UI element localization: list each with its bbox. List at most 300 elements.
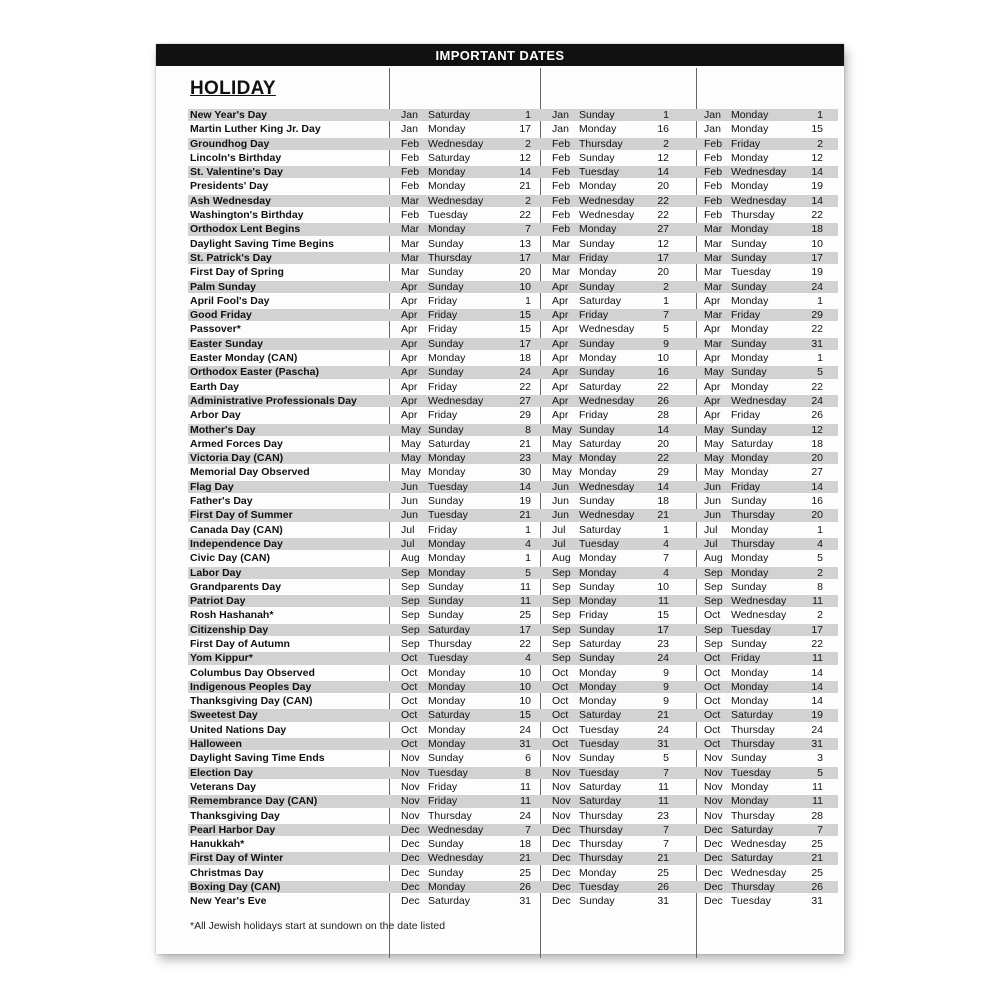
year3-month: Nov (704, 780, 723, 793)
year2-weekday: Tuesday (579, 766, 619, 779)
year2-weekday: Saturday (579, 709, 622, 722)
year3-day-number: 26 (811, 881, 823, 894)
year3-weekday: Monday (731, 380, 769, 393)
holiday-row (188, 823, 838, 837)
year1-month: Oct (401, 723, 418, 736)
year1-day-number: 24 (519, 723, 531, 736)
year3-month: Jun (704, 509, 721, 522)
year1-month: Apr (401, 352, 418, 365)
year2-day-number: 20 (657, 437, 669, 450)
year3-day-number: 14 (811, 194, 823, 207)
year1-weekday: Monday (428, 723, 466, 736)
holiday-row (188, 566, 838, 580)
year1-day-number: 20 (519, 266, 531, 279)
year2-day-number: 22 (657, 209, 669, 222)
year1-month: May (401, 452, 421, 465)
holiday-name: Good Friday (190, 309, 252, 322)
year3-weekday: Tuesday (731, 766, 771, 779)
year2-day-number: 11 (658, 795, 669, 808)
year3-day-number: 31 (811, 895, 823, 908)
year1-day-number: 17 (519, 123, 531, 136)
holiday-name: Veterans Day (190, 780, 256, 793)
year1-month: Jan (401, 109, 418, 121)
year2-month: Oct (552, 695, 569, 708)
holiday-row (188, 251, 838, 265)
year3-day-number: 22 (811, 637, 823, 650)
year1-month: Apr (401, 380, 418, 393)
year3-day-number: 28 (811, 809, 823, 822)
year1-weekday: Sunday (428, 752, 464, 765)
year1-day-number: 1 (525, 109, 531, 121)
year3-day-number: 22 (811, 380, 823, 393)
year1-month: Nov (401, 780, 420, 793)
holiday-name: Memorial Day Observed (190, 466, 310, 479)
year1-day-number: 1 (525, 552, 531, 565)
year3-day-number: 21 (811, 852, 823, 865)
year3-day-number: 24 (811, 723, 823, 736)
year3-day-number: 31 (811, 337, 823, 350)
year3-day-number: 11 (812, 780, 823, 793)
year3-month: May (704, 366, 724, 379)
year2-month: Feb (552, 151, 571, 164)
year2-day-number: 29 (657, 466, 669, 479)
year1-day-number: 30 (519, 466, 531, 479)
year2-month: May (552, 466, 572, 479)
year1-month: Apr (401, 366, 418, 379)
year1-month: Mar (401, 223, 420, 236)
year1-day-number: 27 (519, 394, 531, 407)
year3-day-number: 1 (817, 109, 823, 121)
year2-weekday: Sunday (579, 652, 615, 665)
year3-day-number: 31 (811, 738, 823, 751)
year3-month: Oct (704, 709, 721, 722)
year2-weekday: Monday (579, 680, 617, 693)
year1-day-number: 6 (525, 752, 531, 765)
year2-weekday: Monday (579, 666, 617, 679)
year2-day-number: 27 (657, 223, 669, 236)
year2-day-number: 17 (657, 251, 669, 264)
holiday-name: Christmas Day (190, 866, 264, 879)
year1-month: Nov (401, 795, 420, 808)
holiday-table (188, 108, 838, 909)
year2-day-number: 2 (663, 280, 669, 293)
holiday-name: Rosh Hashanah* (190, 609, 274, 622)
year2-weekday: Thursday (579, 137, 623, 150)
year2-weekday: Sunday (579, 151, 615, 164)
year2-day-number: 14 (657, 166, 669, 179)
year2-month: Sep (552, 652, 571, 665)
holiday-name: Grandparents Day (190, 580, 282, 593)
year1-weekday: Thursday (428, 251, 472, 264)
year3-weekday: Saturday (731, 823, 774, 836)
year3-month: Apr (704, 323, 721, 336)
holiday-row (188, 337, 838, 351)
holiday-row (188, 137, 838, 151)
holiday-row (188, 608, 838, 622)
year2-weekday: Sunday (579, 337, 615, 350)
year1-day-number: 1 (525, 523, 531, 536)
year3-weekday: Saturday (731, 437, 774, 450)
holiday-row (188, 208, 838, 222)
year3-weekday: Sunday (731, 251, 767, 264)
year1-weekday: Sunday (428, 366, 464, 379)
year3-weekday: Sunday (731, 366, 767, 379)
year1-weekday: Monday (428, 881, 466, 894)
year1-month: Feb (401, 180, 420, 193)
holiday-row (188, 523, 838, 537)
year3-month: Feb (704, 151, 723, 164)
year2-weekday: Sunday (579, 280, 615, 293)
year1-month: Apr (401, 294, 418, 307)
year1-weekday: Sunday (428, 266, 464, 279)
holiday-name: New Year's Day (190, 109, 268, 121)
year1-month: Oct (401, 652, 418, 665)
holiday-row (188, 237, 838, 251)
year3-day-number: 1 (817, 523, 823, 536)
holiday-name: Canada Day (CAN) (190, 523, 283, 536)
year1-weekday: Friday (428, 294, 458, 307)
year1-day-number: 21 (519, 180, 531, 193)
year2-weekday: Thursday (579, 823, 623, 836)
holiday-name: Thanksgiving Day (CAN) (190, 695, 313, 708)
year1-weekday: Friday (428, 409, 458, 422)
year2-day-number: 22 (657, 380, 669, 393)
year1-weekday: Monday (428, 123, 466, 136)
year3-month: Oct (704, 652, 721, 665)
year1-day-number: 8 (525, 423, 531, 436)
holiday-row (188, 651, 838, 665)
year1-month: Sep (401, 609, 420, 622)
year3-weekday: Monday (731, 452, 769, 465)
year2-day-number: 24 (657, 723, 669, 736)
year2-month: Apr (552, 309, 569, 322)
year2-day-number: 7 (663, 823, 669, 836)
year1-month: Jul (401, 537, 415, 550)
year1-weekday: Saturday (428, 623, 471, 636)
year1-month: Jun (401, 509, 418, 522)
year1-day-number: 5 (525, 566, 531, 579)
year2-weekday: Monday (579, 223, 617, 236)
year2-month: Jun (552, 509, 569, 522)
year3-month: Nov (704, 809, 723, 822)
year2-month: Nov (552, 752, 571, 765)
year3-day-number: 19 (811, 709, 823, 722)
year2-day-number: 28 (657, 409, 669, 422)
year2-month: Apr (552, 352, 569, 365)
year2-day-number: 31 (657, 738, 669, 751)
year1-weekday: Sunday (428, 337, 464, 350)
year3-weekday: Monday (731, 795, 769, 808)
year3-month: Oct (704, 666, 721, 679)
year2-weekday: Saturday (579, 294, 622, 307)
year2-day-number: 11 (658, 780, 669, 793)
year1-month: Apr (401, 280, 418, 293)
year1-day-number: 14 (519, 166, 531, 179)
holiday-name: Passover* (190, 323, 241, 336)
year1-month: Mar (401, 251, 420, 264)
year2-month: Apr (552, 323, 569, 336)
year3-day-number: 1 (817, 294, 823, 307)
year3-day-number: 14 (811, 680, 823, 693)
year2-day-number: 1 (663, 294, 669, 307)
year2-month: Oct (552, 666, 569, 679)
year3-day-number: 5 (817, 366, 823, 379)
year1-month: Jul (401, 523, 415, 536)
year3-day-number: 20 (811, 452, 823, 465)
year1-month: Apr (401, 337, 418, 350)
year1-day-number: 23 (519, 452, 531, 465)
year1-day-number: 11 (520, 780, 531, 793)
year1-day-number: 18 (519, 352, 531, 365)
holiday-name: Arbor Day (190, 409, 241, 422)
year2-weekday: Monday (579, 352, 617, 365)
year2-month: May (552, 423, 572, 436)
holiday-name: Groundhog Day (190, 137, 270, 150)
year2-month: Dec (552, 866, 571, 879)
year3-day-number: 12 (811, 423, 823, 436)
holiday-row (188, 280, 838, 294)
holiday-name: Ash Wednesday (190, 194, 271, 207)
important-dates-title-bar (156, 44, 844, 66)
year2-day-number: 12 (657, 237, 669, 250)
year3-weekday: Monday (731, 523, 769, 536)
year2-weekday: Saturday (579, 523, 622, 536)
year2-weekday: Tuesday (579, 738, 619, 751)
year1-month: Dec (401, 881, 420, 894)
year2-month: Sep (552, 580, 571, 593)
year3-day-number: 24 (811, 394, 823, 407)
year3-day-number: 18 (811, 437, 823, 450)
year3-weekday: Sunday (731, 580, 767, 593)
year3-weekday: Tuesday (731, 623, 771, 636)
year2-day-number: 7 (663, 838, 669, 851)
year1-month: Aug (401, 552, 420, 565)
year3-month: Oct (704, 723, 721, 736)
year1-month: Apr (401, 409, 418, 422)
year2-weekday: Wednesday (579, 323, 635, 336)
year2-weekday: Sunday (579, 752, 615, 765)
year3-month: Jun (704, 480, 721, 493)
year2-weekday: Thursday (579, 809, 623, 822)
year3-day-number: 25 (811, 866, 823, 879)
year2-month: Jan (552, 123, 569, 136)
holiday-name: Easter Monday (CAN) (190, 352, 298, 365)
year2-day-number: 9 (663, 337, 669, 350)
year2-day-number: 4 (663, 537, 669, 550)
year3-month: Mar (704, 337, 723, 350)
year2-month: Jul (552, 523, 566, 536)
year2-day-number: 14 (657, 480, 669, 493)
holiday-row (188, 537, 838, 551)
year1-month: Oct (401, 666, 418, 679)
year3-month: Sep (704, 566, 723, 579)
year3-weekday: Sunday (731, 423, 767, 436)
year1-day-number: 7 (525, 823, 531, 836)
year1-weekday: Saturday (428, 437, 471, 450)
year2-day-number: 9 (663, 666, 669, 679)
year3-month: Mar (704, 280, 723, 293)
year1-day-number: 14 (519, 480, 531, 493)
holiday-row (188, 766, 838, 780)
year1-day-number: 4 (525, 652, 531, 665)
year2-month: May (552, 452, 572, 465)
year2-day-number: 24 (657, 652, 669, 665)
holiday-row (188, 694, 838, 708)
year2-day-number: 12 (657, 151, 669, 164)
year1-month: Dec (401, 866, 420, 879)
year2-weekday: Monday (579, 180, 617, 193)
year1-day-number: 22 (519, 637, 531, 650)
year1-day-number: 22 (519, 380, 531, 393)
year2-weekday: Monday (579, 123, 617, 136)
holiday-row (188, 179, 838, 193)
year3-day-number: 16 (811, 495, 823, 508)
holiday-name: Daylight Saving Time Ends (190, 752, 325, 765)
year3-weekday: Wednesday (731, 595, 787, 608)
year1-weekday: Saturday (428, 895, 471, 908)
year2-day-number: 5 (663, 752, 669, 765)
holiday-row (188, 851, 838, 865)
year2-weekday: Friday (579, 609, 609, 622)
year3-weekday: Monday (731, 123, 769, 136)
year2-weekday: Sunday (579, 423, 615, 436)
holiday-row (188, 465, 838, 479)
year2-day-number: 14 (657, 423, 669, 436)
year3-day-number: 5 (817, 552, 823, 565)
holiday-name: Father's Day (190, 495, 253, 508)
year3-weekday: Thursday (731, 209, 775, 222)
year3-day-number: 5 (817, 766, 823, 779)
year3-weekday: Sunday (731, 637, 767, 650)
year3-month: Feb (704, 166, 723, 179)
year2-weekday: Sunday (579, 895, 615, 908)
year2-weekday: Wednesday (579, 209, 635, 222)
year1-month: May (401, 423, 421, 436)
year3-day-number: 20 (811, 509, 823, 522)
year2-month: Sep (552, 609, 571, 622)
year3-month: Sep (704, 623, 723, 636)
year1-weekday: Wednesday (428, 194, 484, 207)
year3-weekday: Thursday (731, 537, 775, 550)
year1-month: Apr (401, 323, 418, 336)
holiday-row (188, 494, 838, 508)
year2-weekday: Saturday (579, 380, 622, 393)
year2-month: Dec (552, 895, 571, 908)
year3-month: Dec (704, 823, 723, 836)
year3-weekday: Thursday (731, 509, 775, 522)
year2-month: Nov (552, 795, 571, 808)
year3-day-number: 17 (811, 251, 823, 264)
year2-weekday: Monday (579, 695, 617, 708)
year3-weekday: Sunday (731, 752, 767, 765)
year2-month: Nov (552, 766, 571, 779)
holiday-row (188, 737, 838, 751)
year3-weekday: Tuesday (731, 895, 771, 908)
year2-month: Apr (552, 280, 569, 293)
year3-month: Feb (704, 137, 723, 150)
year3-month: Feb (704, 194, 723, 207)
year2-weekday: Wednesday (579, 480, 635, 493)
year2-day-number: 4 (663, 566, 669, 579)
year2-month: Jan (552, 109, 569, 121)
year3-day-number: 14 (811, 480, 823, 493)
year3-weekday: Friday (731, 409, 761, 422)
holiday-name: Victoria Day (CAN) (190, 452, 284, 465)
year1-day-number: 1 (525, 294, 531, 307)
year3-day-number: 3 (817, 752, 823, 765)
year1-day-number: 13 (519, 237, 531, 250)
year1-day-number: 17 (519, 337, 531, 350)
year2-month: Dec (552, 881, 571, 894)
year3-weekday: Monday (731, 323, 769, 336)
year1-day-number: 12 (519, 151, 531, 164)
year3-weekday: Monday (731, 680, 769, 693)
year2-weekday: Wednesday (579, 194, 635, 207)
holiday-row (188, 894, 838, 908)
year2-day-number: 20 (657, 180, 669, 193)
year3-month: Jul (704, 523, 718, 536)
year1-weekday: Saturday (428, 709, 471, 722)
year1-month: Sep (401, 566, 420, 579)
year1-day-number: 15 (519, 323, 531, 336)
year2-month: Apr (552, 337, 569, 350)
year2-month: Apr (552, 380, 569, 393)
year3-day-number: 14 (811, 166, 823, 179)
year1-weekday: Monday (428, 180, 466, 193)
year1-day-number: 25 (519, 609, 531, 622)
year3-weekday: Sunday (731, 237, 767, 250)
year1-weekday: Friday (428, 309, 458, 322)
holiday-name: Independence Day (190, 537, 283, 550)
year2-day-number: 26 (657, 881, 669, 894)
year1-day-number: 11 (520, 595, 531, 608)
year1-day-number: 26 (519, 881, 531, 894)
holiday-row (188, 165, 838, 179)
year1-month: Dec (401, 895, 420, 908)
year2-day-number: 10 (657, 352, 669, 365)
holiday-name: Earth Day (190, 380, 240, 393)
year3-month: Dec (704, 852, 723, 865)
holiday-name: Presidents' Day (190, 180, 269, 193)
year1-weekday: Friday (428, 323, 458, 336)
year1-month: Dec (401, 852, 420, 865)
holiday-name: Yom Kippur* (190, 652, 253, 665)
year1-day-number: 18 (519, 838, 531, 851)
year2-weekday: Friday (579, 251, 609, 264)
year1-day-number: 4 (525, 537, 531, 550)
year3-weekday: Wednesday (731, 394, 787, 407)
holiday-row (188, 480, 838, 494)
holiday-row (188, 322, 838, 336)
year1-weekday: Wednesday (428, 823, 484, 836)
year1-weekday: Tuesday (428, 766, 468, 779)
year1-weekday: Wednesday (428, 394, 484, 407)
holiday-name: Easter Sunday (190, 337, 263, 350)
year3-weekday: Saturday (731, 709, 774, 722)
year3-day-number: 4 (817, 537, 823, 550)
year1-month: Feb (401, 137, 420, 150)
holiday-name: Orthodox Easter (Pascha) (190, 366, 319, 379)
year3-day-number: 2 (817, 137, 823, 150)
holiday-name: Mother's Day (190, 423, 256, 436)
year2-weekday: Sunday (579, 495, 615, 508)
year1-weekday: Sunday (428, 495, 464, 508)
year3-weekday: Friday (731, 137, 761, 150)
year3-month: Apr (704, 294, 721, 307)
year1-day-number: 19 (519, 495, 531, 508)
year1-weekday: Friday (428, 523, 458, 536)
holiday-name: Pearl Harbor Day (190, 823, 276, 836)
